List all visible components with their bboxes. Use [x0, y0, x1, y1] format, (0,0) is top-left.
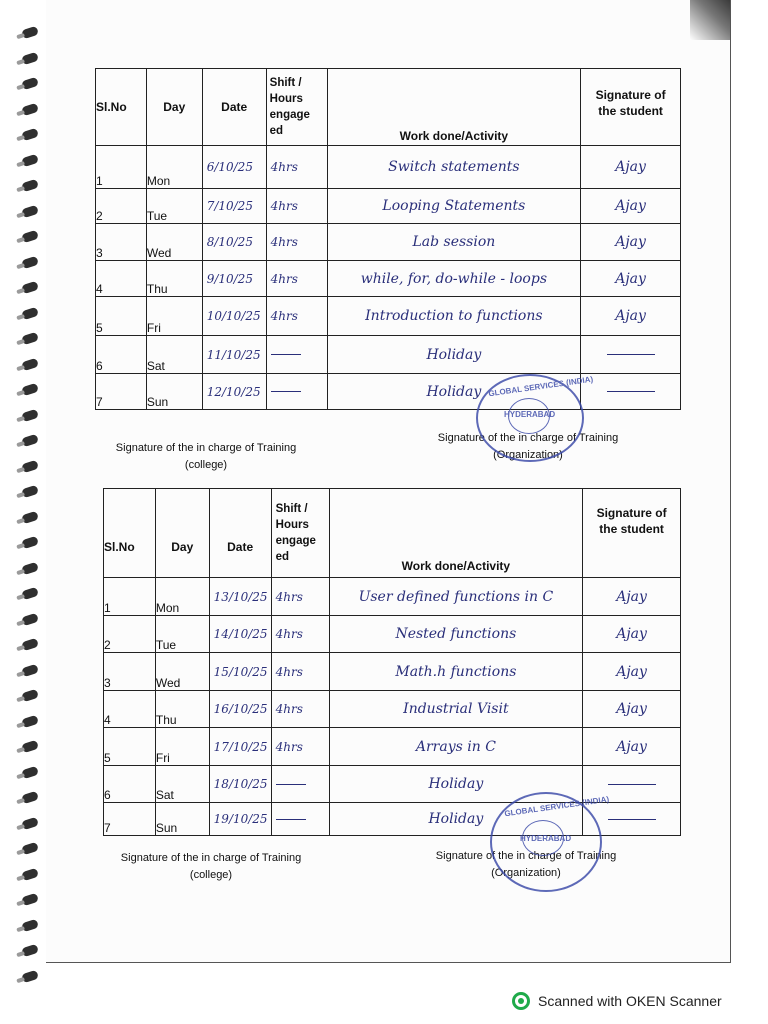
- spiral-ring: [21, 765, 39, 779]
- spiral-ring: [21, 740, 39, 754]
- table-row: [104, 728, 681, 766]
- cell-day-text: Sat: [155, 788, 174, 802]
- cell-student-signature: [581, 336, 681, 374]
- cell-hours-text: 4hrs: [275, 702, 303, 716]
- dash-mark: [271, 391, 301, 393]
- header-shift-hours: Shift / Hours engage ed: [266, 69, 327, 146]
- cell-activity-text: Math.h functions: [395, 663, 517, 680]
- cell-sl-no-text: 1: [96, 174, 103, 188]
- cell-day: [155, 728, 209, 766]
- spiral-ring: [21, 459, 39, 473]
- cell-hours-text: 4hrs: [270, 160, 298, 174]
- spiral-ring: [21, 969, 39, 983]
- cell-activity-text: Introduction to functions: [365, 308, 543, 324]
- table-row: [96, 189, 681, 224]
- cell-day-text: Thu: [146, 282, 168, 296]
- spiral-ring: [21, 306, 39, 320]
- cell-date: [202, 336, 266, 374]
- footer-college-label: Signature of the in charge of Training: [120, 852, 302, 864]
- training-log-table-week-1: [95, 68, 681, 410]
- cell-hours: [266, 374, 327, 410]
- cell-student-signature: [583, 728, 681, 766]
- cell-date: [202, 261, 266, 297]
- table-row: [96, 146, 681, 189]
- header-work-done: Work done/Activity: [327, 69, 581, 146]
- cell-sl-no: [104, 578, 156, 616]
- cell-day-text: Mon: [155, 601, 180, 615]
- table-row: [104, 616, 681, 653]
- cell-activity-text: Arrays in C: [415, 738, 496, 755]
- cell-sl-no-text: 4: [104, 713, 111, 727]
- cell-day-text: Fri: [146, 321, 161, 335]
- cell-date-text: 14/10/25: [213, 627, 268, 641]
- header-date: Date: [202, 69, 266, 146]
- cell-activity: [329, 578, 583, 616]
- cell-sl-no-text: 4: [96, 282, 103, 296]
- cell-date: [209, 728, 271, 766]
- signature-line: [608, 819, 656, 820]
- spiral-ring: [21, 689, 39, 703]
- cell-hours-text: 4hrs: [275, 739, 303, 754]
- cell-date: [202, 146, 266, 189]
- cell-activity: [329, 653, 583, 691]
- spiral-ring: [21, 383, 39, 397]
- footer-organization-label: Signature of the in charge of Training: [437, 432, 619, 444]
- oken-scanner-logo-icon: [512, 992, 530, 1010]
- cell-student-signature-text: Ajay: [615, 234, 646, 250]
- spiral-ring: [21, 842, 39, 856]
- cell-day-text: Wed: [155, 676, 181, 690]
- cell-hours-text: 4hrs: [275, 589, 303, 604]
- footer-organization-label: Signature of the in charge of Training: [435, 850, 617, 862]
- dash-mark: [276, 784, 306, 786]
- cell-sl-no: [104, 803, 156, 836]
- cell-activity-text: User defined functions in C: [358, 588, 554, 605]
- organization-stamp: [476, 374, 594, 462]
- cell-sl-no-text: 2: [96, 209, 103, 223]
- cell-sl-no-text: 6: [104, 788, 111, 802]
- scanner-watermark: [512, 990, 722, 1012]
- table-header-row: [96, 69, 681, 146]
- cell-activity: [329, 616, 583, 653]
- cell-activity-text: Switch statements: [388, 159, 520, 175]
- spiral-ring: [21, 51, 39, 65]
- cell-activity: [329, 691, 583, 728]
- dash-mark: [271, 354, 301, 356]
- cell-hours: [271, 766, 329, 803]
- cell-hours-text: 4hrs: [275, 664, 303, 679]
- header-date: Date: [209, 489, 271, 578]
- cell-hours: [266, 189, 327, 224]
- table-row: [96, 224, 681, 261]
- cell-activity-text: Looping Statements: [382, 198, 526, 214]
- stamp-text-top: GLOBAL SERVICES (INDIA): [503, 794, 610, 819]
- cell-day-text: Wed: [146, 246, 172, 260]
- cell-date-text: 6/10/25: [206, 160, 253, 174]
- cell-date-text: 19/10/25: [213, 812, 268, 826]
- cell-student-signature-text: Ajay: [615, 270, 646, 287]
- cell-activity: [327, 297, 581, 336]
- signature-line: [608, 784, 656, 785]
- cell-sl-no-text: 2: [104, 638, 111, 652]
- spiral-ring: [21, 485, 39, 499]
- cell-hours: [271, 616, 329, 653]
- spiral-ring: [21, 179, 39, 193]
- header-work-done: Work done/Activity: [329, 489, 583, 578]
- stamp-text-top: GLOBAL SERVICES (INDIA): [487, 374, 594, 399]
- header-shift-hours: Shift / Hours engage ed: [271, 489, 329, 578]
- cell-hours: [266, 146, 327, 189]
- spiral-ring: [21, 204, 39, 218]
- cell-activity: [327, 146, 581, 189]
- cell-day: [155, 691, 209, 728]
- spiral-ring: [21, 255, 39, 269]
- cell-sl-no-text: 7: [104, 821, 111, 835]
- cell-sl-no-text: 3: [104, 676, 111, 690]
- spiral-ring: [21, 230, 39, 244]
- cell-sl-no: [96, 336, 147, 374]
- spiral-ring: [21, 26, 39, 40]
- header-day: Day: [155, 489, 209, 578]
- cell-day-text: Fri: [155, 751, 170, 765]
- cell-sl-no: [96, 224, 147, 261]
- cell-hours: [266, 336, 327, 374]
- cell-date-text: 10/10/25: [206, 309, 261, 323]
- footer-college-signature: [106, 440, 306, 474]
- cell-day-text: Tue: [146, 209, 168, 223]
- cell-student-signature: [583, 578, 681, 616]
- cell-day-text: Sat: [146, 359, 165, 373]
- cell-date: [202, 224, 266, 261]
- cell-sl-no-text: 3: [96, 246, 103, 260]
- spiral-ring: [21, 663, 39, 677]
- organization-stamp: [490, 792, 610, 892]
- cell-date: [209, 691, 271, 728]
- spiral-ring: [21, 510, 39, 524]
- spiral-ring: [21, 816, 39, 830]
- footer-college-signature: [106, 850, 316, 884]
- cell-sl-no-text: 7: [96, 395, 103, 409]
- cell-date-text: 13/10/25: [213, 589, 268, 604]
- cell-activity-text: Holiday: [426, 346, 482, 363]
- cell-day: [155, 653, 209, 691]
- cell-day: [155, 803, 209, 836]
- cell-student-signature-text: Ajay: [615, 308, 646, 324]
- cell-date-text: 12/10/25: [206, 384, 261, 399]
- spiral-ring: [21, 714, 39, 728]
- cell-activity-text: Holiday: [428, 811, 484, 827]
- cell-hours-text: 4hrs: [270, 271, 298, 286]
- cell-student-signature: [581, 189, 681, 224]
- cell-sl-no: [96, 189, 147, 224]
- table-row: [96, 336, 681, 374]
- spiral-ring: [21, 791, 39, 805]
- cell-date: [202, 297, 266, 336]
- cell-student-signature-text: Ajay: [616, 626, 647, 642]
- spiral-ring: [21, 77, 39, 91]
- footer-organization-sub: (Organization): [493, 449, 563, 461]
- cell-student-signature: [581, 261, 681, 297]
- cell-student-signature: [581, 146, 681, 189]
- stamp-text-center: HYDERABAD: [504, 410, 556, 419]
- signature-line: [607, 391, 655, 392]
- spiral-ring: [21, 434, 39, 448]
- cell-day-text: Sun: [155, 821, 178, 835]
- cell-date-text: 7/10/25: [206, 199, 253, 213]
- spiral-ring: [21, 638, 39, 652]
- signature-line: [607, 354, 655, 355]
- scanner-label: Scanned with OKEN Scanner: [538, 993, 722, 1009]
- spiral-ring: [21, 128, 39, 142]
- cell-sl-no: [104, 691, 156, 728]
- spiral-ring: [21, 102, 39, 116]
- cell-sl-no: [104, 653, 156, 691]
- cell-activity-text: while, for, do-while - loops: [360, 270, 547, 287]
- cell-day: [146, 374, 202, 410]
- cell-date: [209, 653, 271, 691]
- cell-activity-text: Nested functions: [395, 626, 517, 642]
- table-row: [104, 691, 681, 728]
- cell-sl-no: [104, 616, 156, 653]
- cell-student-signature: [583, 691, 681, 728]
- cell-date: [209, 616, 271, 653]
- cell-sl-no: [96, 297, 147, 336]
- table-body: [96, 146, 681, 410]
- cell-hours-text: 4hrs: [270, 199, 298, 213]
- cell-date-text: 15/10/25: [213, 664, 268, 679]
- cell-activity: [327, 189, 581, 224]
- footer-college-label: Signature of the in charge of Training: [115, 442, 297, 454]
- dash-mark: [276, 819, 306, 821]
- spiral-ring: [21, 561, 39, 575]
- cell-day-text: Mon: [146, 174, 171, 188]
- page-corner-shadow: [690, 0, 730, 40]
- cell-date-text: 16/10/25: [213, 702, 268, 716]
- cell-day: [146, 297, 202, 336]
- table-row: [104, 653, 681, 691]
- stamp-text-center: HYDERABAD: [520, 834, 572, 843]
- cell-hours: [271, 578, 329, 616]
- cell-student-signature: [581, 374, 681, 410]
- cell-activity-text: Lab session: [412, 234, 496, 250]
- header-sl-no: Sl.No: [104, 489, 156, 578]
- cell-student-signature-text: Ajay: [615, 198, 646, 214]
- cell-student-signature-text: Ajay: [616, 588, 647, 605]
- cell-activity: [327, 336, 581, 374]
- cell-date-text: 17/10/25: [213, 739, 268, 754]
- spiral-ring: [21, 587, 39, 601]
- cell-student-signature-text: Ajay: [615, 159, 646, 175]
- cell-sl-no: [104, 766, 156, 803]
- cell-date-text: 18/10/25: [213, 777, 268, 791]
- cell-student-signature: [581, 297, 681, 336]
- cell-activity-text: Holiday: [428, 776, 484, 792]
- footer-organization-sub: (Organization): [491, 867, 561, 879]
- cell-date-text: 9/10/25: [206, 271, 253, 286]
- cell-day-text: Thu: [155, 713, 177, 727]
- spiral-ring: [21, 408, 39, 422]
- cell-sl-no: [96, 374, 147, 410]
- cell-day: [146, 224, 202, 261]
- cell-sl-no-text: 5: [104, 751, 111, 765]
- table-row: [96, 297, 681, 336]
- cell-hours: [271, 653, 329, 691]
- training-log-table-week-2: [103, 488, 681, 836]
- cell-day: [155, 616, 209, 653]
- cell-hours: [266, 224, 327, 261]
- cell-hours: [271, 728, 329, 766]
- cell-day: [146, 261, 202, 297]
- cell-hours-text: 4hrs: [275, 627, 303, 641]
- cell-student-signature-text: Ajay: [616, 663, 647, 680]
- cell-student-signature: [583, 616, 681, 653]
- spiral-ring: [21, 281, 39, 295]
- spiral-ring: [21, 153, 39, 167]
- spiral-ring: [21, 944, 39, 958]
- cell-hours: [271, 691, 329, 728]
- spiral-ring: [21, 893, 39, 907]
- cell-activity: [327, 261, 581, 297]
- cell-student-signature: [583, 653, 681, 691]
- header-sl-no: Sl.No: [96, 69, 147, 146]
- table-row: [96, 261, 681, 297]
- cell-hours-text: 4hrs: [270, 309, 298, 323]
- cell-hours: [266, 261, 327, 297]
- cell-activity: [327, 224, 581, 261]
- cell-activity: [329, 728, 583, 766]
- cell-sl-no: [96, 261, 147, 297]
- header-day: Day: [146, 69, 202, 146]
- cell-activity-text: Holiday: [426, 383, 482, 400]
- spiral-ring: [21, 612, 39, 626]
- table-row: [104, 578, 681, 616]
- cell-day: [146, 189, 202, 224]
- cell-day: [146, 146, 202, 189]
- cell-date: [202, 189, 266, 224]
- cell-day-text: Sun: [146, 395, 169, 409]
- spiral-ring: [21, 918, 39, 932]
- header-signature-student: Signature of the student: [581, 69, 681, 146]
- cell-day: [146, 336, 202, 374]
- footer-college-sub: (college): [189, 869, 233, 881]
- table-header-row: [104, 489, 681, 578]
- cell-day: [155, 766, 209, 803]
- cell-date: [209, 766, 271, 803]
- cell-student-signature: [581, 224, 681, 261]
- cell-day-text: Tue: [155, 638, 177, 652]
- spiral-ring: [21, 867, 39, 881]
- spiral-ring: [21, 357, 39, 371]
- cell-date-text: 8/10/25: [206, 235, 253, 249]
- header-signature-student: Signature of the student: [583, 489, 681, 578]
- cell-hours: [271, 803, 329, 836]
- footer-college-sub: (college): [184, 459, 228, 471]
- spiral-ring: [21, 536, 39, 550]
- cell-date: [209, 803, 271, 836]
- cell-sl-no-text: 6: [96, 359, 103, 373]
- cell-sl-no: [104, 728, 156, 766]
- cell-hours-text: 4hrs: [270, 235, 298, 249]
- cell-activity-text: Industrial Visit: [403, 701, 509, 717]
- cell-sl-no-text: 5: [96, 321, 103, 335]
- cell-date: [202, 374, 266, 410]
- cell-date-text: 11/10/25: [206, 347, 261, 362]
- cell-student-signature-text: Ajay: [616, 701, 647, 717]
- cell-student-signature-text: Ajay: [616, 738, 647, 755]
- cell-date: [209, 578, 271, 616]
- spiral-ring: [21, 332, 39, 346]
- cell-day: [155, 578, 209, 616]
- cell-sl-no: [96, 146, 147, 189]
- spiral-binding: [0, 0, 48, 990]
- cell-sl-no-text: 1: [104, 601, 111, 615]
- cell-hours: [266, 297, 327, 336]
